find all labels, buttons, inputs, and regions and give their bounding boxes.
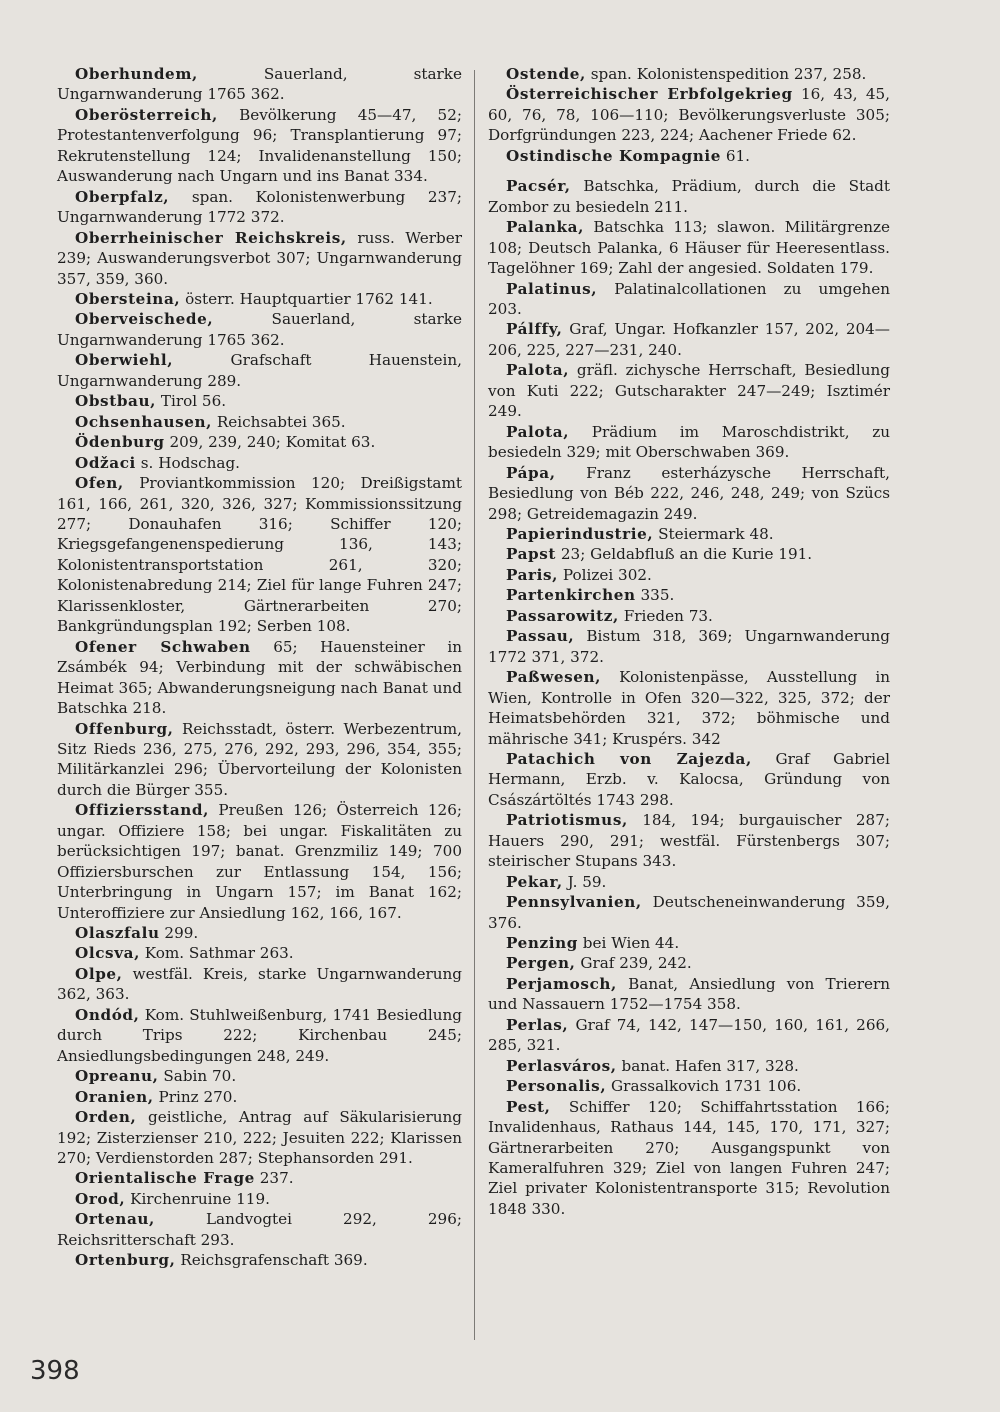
index-entry bbox=[57, 1005, 462, 1066]
index-entry-heading: Paris, bbox=[506, 565, 559, 584]
index-entry-heading: Offenburg, bbox=[75, 719, 174, 738]
index-entry bbox=[488, 1097, 890, 1220]
index-entry bbox=[488, 360, 890, 421]
index-entry-heading: Ochsenhausen, bbox=[75, 412, 213, 431]
page-number: 398 bbox=[30, 1356, 80, 1386]
index-entry-heading: Pergen, bbox=[506, 954, 576, 973]
index-entry bbox=[57, 432, 462, 452]
index-entry-heading: Passarowitz, bbox=[506, 606, 619, 625]
index-entry-text: russ. Werber 239; Auswanderungsverbot 307; Ungarnwanderung 357, 359, 360. bbox=[57, 228, 462, 288]
index-entry bbox=[57, 228, 462, 289]
index-entry-text: 23; Geldabfluß an die Kurie 191. bbox=[556, 545, 813, 564]
index-entry-text: Reichsstadt, österr. Werbezentrum, Sitz Rieds 236, 275, 276, 292, 293, 296, 354, 355; Militärkanzlei 296; Übervorteilung der Kolonisten durch die Bürger 355. bbox=[57, 719, 462, 799]
index-entry-heading: Pekar, bbox=[506, 872, 563, 891]
index-entry-text: Sabin 70. bbox=[158, 1067, 237, 1086]
index-entry-text: Banat, Ansiedlung von Trierern und Nassauern 1752—1754 358. bbox=[488, 974, 890, 1014]
index-entry-text: s. Hodschag. bbox=[135, 453, 241, 472]
index-entry bbox=[488, 585, 890, 605]
index-entry-heading: Obstbau, bbox=[75, 392, 157, 411]
index-entry-heading: Ofener Schwaben bbox=[75, 637, 251, 656]
index-entry bbox=[57, 1107, 462, 1168]
column-divider bbox=[474, 70, 475, 1340]
index-entry-text: geistliche, Antrag auf Säkularisierung 192; Zisterzienser 210, 222; Jesuiten 222; Klarissen 270; Verdienstorden 287; Stephansorden 291. bbox=[57, 1108, 462, 1168]
index-entry-text: span. Kolonistenspedition 237, 258. bbox=[585, 65, 867, 83]
index-entry bbox=[488, 565, 890, 585]
index-entry-text: Landvogtei 292, 296; Reichsritterschaft 293. bbox=[57, 1210, 462, 1249]
index-entry bbox=[57, 350, 462, 391]
index-entry-heading: Passau, bbox=[506, 627, 575, 646]
index-entry-text: Frieden 73. bbox=[618, 606, 713, 625]
index-entry-heading: Pest, bbox=[506, 1097, 551, 1116]
index-entry-text: Kom. Sathmar 263. bbox=[139, 944, 294, 963]
index-entry bbox=[488, 626, 890, 667]
index-entry bbox=[488, 667, 890, 749]
index-entry-heading: Obersteina, bbox=[75, 289, 181, 308]
index-entry-heading: Orod, bbox=[75, 1189, 126, 1208]
index-entry-text: banat. Hafen 317, 328. bbox=[616, 1056, 799, 1075]
index-entry bbox=[57, 64, 462, 105]
index-entry-heading: Personalis, bbox=[506, 1077, 607, 1096]
index-entry bbox=[488, 84, 890, 145]
index-entry-text: 209, 239, 240; Komitat 63. bbox=[164, 433, 376, 452]
index-entry-text: Prinz 270. bbox=[153, 1087, 238, 1106]
index-entry-heading: Paßwesen, bbox=[506, 668, 602, 687]
index-entry-text: Franz esterházysche Herrschaft, Besiedlung von Béb 222, 246, 248, 249; von Szücs 298; Getreidemagazin 249. bbox=[488, 463, 890, 523]
index-entry-heading: Olpe, bbox=[75, 964, 123, 983]
index-entry-text: Reichsabtei 365. bbox=[212, 412, 346, 431]
index-entry-heading: Ostende, bbox=[506, 65, 586, 83]
index-entry-text: Grassalkovich 1731 106. bbox=[606, 1077, 802, 1096]
index-entry-heading: Palatinus, bbox=[506, 279, 598, 298]
index-entry bbox=[488, 146, 890, 166]
index-entry bbox=[57, 1209, 462, 1250]
index-entry bbox=[57, 943, 462, 963]
index-entry-text: Steiermark 48. bbox=[653, 524, 774, 543]
index-entry-text: westfäl. Kreis, starke Ungarnwanderung 362, 363. bbox=[57, 964, 462, 1004]
index-entry-text: Sauerland, starke Ungarnwanderung 1765 362. bbox=[57, 310, 462, 349]
index-entry bbox=[57, 289, 462, 309]
index-entry-heading: Oberpfalz, bbox=[75, 187, 170, 206]
index-entry bbox=[488, 953, 890, 973]
index-entry-text: Schiffer 120; Schiffahrtsstation 166; Invalidenhaus, Rathaus 144, 145, 170, 171, 327; Gärtnerarbeiten 270; Ausgangspunkt von Kameralfuhren 329; Ziel von langen Fuhren 247; Ziel privater Kolonistentransporte 315; Revolution 1848 330. bbox=[488, 1097, 890, 1218]
index-entry bbox=[488, 810, 890, 871]
index-entry bbox=[488, 217, 890, 278]
index-entry bbox=[57, 473, 462, 637]
index-entry-heading: Perlasváros, bbox=[506, 1056, 617, 1075]
index-entry-heading: Pálffy, bbox=[506, 320, 563, 339]
index-entry-heading: Palota, bbox=[506, 361, 570, 380]
index-entry-heading: Ortenau, bbox=[75, 1210, 155, 1229]
index-entry-text: 184, 194; burgauischer 287; Hauers 290, 291; westfäl. Fürstenbergs 307; steirischer Stupans 343. bbox=[488, 811, 890, 871]
index-entry-text: Bistum 318, 369; Ungarnwanderung 1772 371, 372. bbox=[488, 627, 890, 666]
index-entry-heading: Palanka, bbox=[506, 218, 584, 237]
index-entry-heading: Penzing bbox=[506, 934, 578, 953]
index-entry bbox=[488, 1076, 890, 1096]
index-entry-text: J. 59. bbox=[562, 872, 607, 891]
index-entry-heading: Palota, bbox=[506, 422, 570, 441]
index-entry bbox=[488, 176, 890, 217]
index-entry bbox=[488, 606, 890, 626]
index-entry-text: Graf, Ungar. Hofkanzler 157, 202, 204—206, 225, 227—231, 240. bbox=[488, 320, 890, 359]
index-entry bbox=[488, 933, 890, 953]
index-entry-heading: Österreichischer Erbfolgekrieg bbox=[506, 85, 793, 104]
index-entry-text: gräfl. zichysche Herrschaft, Besiedlung von Kuti 222; Gutscharakter 247—249; Isztimér 249. bbox=[488, 361, 890, 421]
index-entry-text: Graf 74, 142, 147—150, 160, 161, 266, 285, 321. bbox=[488, 1015, 890, 1055]
index-entry bbox=[57, 1168, 462, 1188]
index-entry-text: Grafschaft Hauenstein, Ungarnwanderung 289. bbox=[57, 351, 462, 390]
index-entry bbox=[488, 974, 890, 1015]
index-entry-heading: Ondód, bbox=[75, 1005, 140, 1024]
index-entry bbox=[488, 544, 890, 564]
index-entry-text: Proviantkommission 120; Dreißigstamt 161, 166, 261, 320, 326, 327; Kommissionssitzung 277; Donauhafen 316; Schiffer 120; Kriegsgefangenenspedierung 136, 143; Kolonistentransportstation 261, 320; Kolonistenabredung 214; Ziel für lange Fuhren 247; Klarissenkloster, Gärtnerarbeiten 270; Bankgründungsplan 192; Serben 108. bbox=[57, 474, 462, 636]
index-entry bbox=[488, 1056, 890, 1076]
index-entry-heading: Ödenburg bbox=[75, 433, 165, 452]
index-entry bbox=[57, 391, 462, 411]
index-entry bbox=[57, 453, 462, 473]
index-entry-text: 237. bbox=[254, 1169, 294, 1188]
index-entry bbox=[57, 309, 462, 350]
index-entry bbox=[488, 892, 890, 933]
index-entry-text: 61. bbox=[721, 146, 750, 165]
index-entry bbox=[488, 872, 890, 892]
index-entry-text: Sauerland, starke Ungarnwanderung 1765 362. bbox=[57, 65, 462, 104]
index-entry bbox=[57, 1066, 462, 1086]
index-entry-text: Kirchenruine 119. bbox=[125, 1189, 270, 1208]
index-entry-heading: Olcsva, bbox=[75, 944, 140, 963]
index-entry-heading: Oberrheinischer Reichskreis, bbox=[75, 228, 347, 247]
index-entry bbox=[57, 187, 462, 228]
index-entry-text: Prädium im Maroschdistrikt, zu besiedeln 329; mit Oberschwaben 369. bbox=[488, 422, 890, 462]
index-entry-text: Reichsgrafenschaft 369. bbox=[175, 1251, 368, 1270]
index-entry bbox=[57, 1250, 462, 1270]
index-entry-text: Graf Gabriel Hermann, Erzb. v. Kalocsa, Gründung von Császártöltés 1743 298. bbox=[488, 749, 890, 809]
index-entry-heading: Ortenburg, bbox=[75, 1251, 176, 1270]
left-column bbox=[57, 64, 462, 1271]
index-entry bbox=[57, 105, 462, 187]
index-entry bbox=[57, 923, 462, 943]
index-entry bbox=[488, 1015, 890, 1056]
index-entry bbox=[57, 964, 462, 1005]
index-entry bbox=[488, 422, 890, 463]
index-entry-text: 65; Hauensteiner in Zsámbék 94; Verbindung mit der schwäbischen Heimat 365; Abwanderungsneigung nach Banat und Batschka 218. bbox=[57, 637, 462, 718]
index-entry-text: Deutscheneinwanderung 359, 376. bbox=[488, 893, 890, 932]
index-entry-text: Tirol 56. bbox=[156, 392, 227, 411]
index-entry-text: Graf 239, 242. bbox=[575, 954, 692, 973]
index-entry-text: Polizei 302. bbox=[558, 565, 652, 584]
index-entry-text: Bevölkerung 45—47, 52; Protestantenverfolgung 96; Transplantierung 97; Rekrutenstellung 124; Invalidenanstellung 150; Auswanderung nach Ungarn und ins Banat 334. bbox=[57, 105, 462, 186]
index-entry-heading: Opreanu, bbox=[75, 1067, 159, 1086]
index-entry-heading: Papierindustrie, bbox=[506, 524, 654, 543]
index-entry-heading: Pacsér, bbox=[506, 177, 571, 196]
index-entry-heading: Orden, bbox=[75, 1108, 137, 1127]
index-entry-heading: Ostindische Kompagnie bbox=[506, 146, 722, 165]
index-entry-heading: Patachich von Zajezda, bbox=[506, 749, 752, 768]
index-entry-heading: Perlas, bbox=[506, 1015, 569, 1034]
index-entry-heading: Ofen, bbox=[75, 474, 124, 493]
index-entry-heading: Papst bbox=[506, 545, 557, 564]
index-entry-heading: Patriotismus, bbox=[506, 811, 628, 830]
index-entry bbox=[57, 1087, 462, 1107]
index-entry bbox=[57, 800, 462, 923]
index-entry-text: Kolonistenpässe, Ausstellung in Wien, Kontrolle in Ofen 320—322, 325, 372; der Heimatsbehörden 321, 372; böhmische und mährische 341; Kruspérs. 342 bbox=[488, 668, 890, 748]
index-entry bbox=[488, 64, 890, 84]
index-entry-heading: Oberveischede, bbox=[75, 310, 214, 329]
index-entry bbox=[488, 749, 890, 810]
index-entry-heading: Pennsylvanien, bbox=[506, 893, 642, 912]
index-entry-text: 16, 43, 45, 60, 76, 78, 106—110; Bevölkerungsverluste 305; Dorfgründungen 223, 224; Aachener Friede 62. bbox=[488, 85, 890, 145]
index-entry bbox=[488, 524, 890, 544]
index-entry-heading: Orientalische Frage bbox=[75, 1169, 255, 1188]
index-entry bbox=[488, 319, 890, 360]
index-entry-text: bei Wien 44. bbox=[577, 934, 680, 953]
index-entry-text: Batschka, Prädium, durch die Stadt Zombor zu besiedeln 211. bbox=[488, 177, 890, 216]
index-entry-text: span. Kolonistenwerbung 237; Ungarnwanderung 1772 372. bbox=[57, 187, 462, 227]
index-entry bbox=[57, 637, 462, 719]
index-entry-text: Kom. Stuhlweißenburg, 1741 Besiedlung durch Trips 222; Kirchenbau 245; Ansiedlungsbedingungen 248, 249. bbox=[57, 1005, 462, 1065]
index-entry-text: Preußen 126; Österreich 126; ungar. Offiziere 158; bei ungar. Fiskalitäten zu berücksichtigen 197; banat. Grenzmiliz 149; 700 Offiziersburschen zur Entlassung 154, 156; Unterbringung in Ungarn 157; im Banat 162; Unteroffiziere zur Ansiedlung 162, 166, 167. bbox=[57, 801, 462, 922]
index-entry-text: 335. bbox=[635, 586, 675, 605]
index-entry-text: österr. Hauptquartier 1762 141. bbox=[180, 289, 433, 308]
index-entry bbox=[57, 412, 462, 432]
index-entry-heading: Odžaci bbox=[75, 453, 136, 472]
index-entry-heading: Perjamosch, bbox=[506, 974, 617, 993]
index-entry-heading: Oberwiehl, bbox=[75, 351, 174, 370]
right-column bbox=[488, 64, 890, 1219]
index-entry-heading: Olaszfalu bbox=[75, 924, 160, 943]
index-entry bbox=[488, 463, 890, 524]
index-entry bbox=[57, 719, 462, 801]
index-entry bbox=[57, 1189, 462, 1209]
index-entry bbox=[488, 279, 890, 320]
index-entry-heading: Offiziersstand, bbox=[75, 801, 210, 820]
index-entry-heading: Partenkirchen bbox=[506, 586, 636, 605]
index-entry-heading: Oberösterreich, bbox=[75, 105, 218, 124]
index-entry-text: Batschka 113; slawon. Militärgrenze 108; Deutsch Palanka, 6 Häuser für Heeresentlass. Tagelöhner 169; Zahl der angesied. Soldaten 179. bbox=[488, 218, 890, 278]
index-entry-heading: Pápa, bbox=[506, 463, 556, 482]
index-entry-heading: Oberhundem, bbox=[75, 65, 198, 83]
index-entry-heading: Oranien, bbox=[75, 1087, 154, 1106]
index-entry-text: 299. bbox=[159, 924, 199, 943]
index-entry-text: Palatinalcollationen zu umgehen 203. bbox=[488, 279, 890, 318]
